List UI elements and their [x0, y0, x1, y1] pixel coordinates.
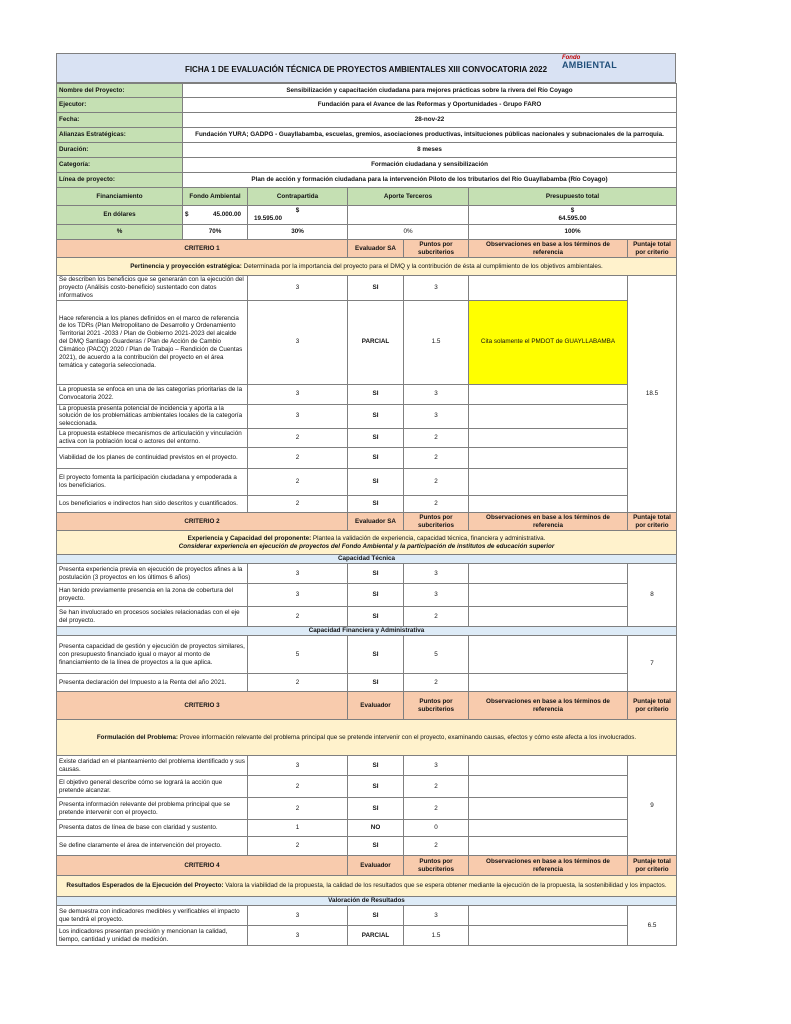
description-bold: Experiencia y Capacidad del proponente:	[187, 534, 312, 542]
fondo-ambiental-logo	[562, 55, 617, 70]
info-row	[57, 173, 677, 188]
financing-header: Presupuesto total	[469, 188, 677, 206]
description-text: Valora la viabilidad de la propuesta, la calidad de los resultados que se espera obtener mediante la ejecución de la propuesta, la sostenibilidad y los impactos.	[223, 882, 667, 890]
criterion-text: Se demuestra con indicadores medibles y verificables el impacto que tendrá el proyecto.	[57, 906, 248, 926]
observations-header: Observaciones en base a los términos de referencia	[469, 240, 628, 258]
observation-cell	[469, 607, 628, 627]
description-bold: Formulación del Problema:	[96, 733, 178, 741]
evaluator-header: Evaluador SA	[348, 240, 404, 258]
pct-contrapartida: 30%	[248, 225, 348, 240]
info-row	[57, 113, 677, 128]
awarded-points: 2	[404, 496, 469, 513]
observation-cell	[469, 404, 628, 429]
evaluator-header: Evaluador	[348, 856, 404, 876]
max-points: 3	[248, 300, 348, 384]
info-row	[57, 84, 677, 98]
description-text: Provee información relevante del problema principal que se pretende intervenir con el proyecto, examinando causas, efectos y cómo este afecta a los involucrados.	[178, 733, 637, 741]
criterion-header-row	[57, 856, 677, 876]
evaluation-result: SI	[348, 276, 404, 301]
max-points: 3	[248, 276, 348, 301]
evaluation-result: SI	[348, 607, 404, 627]
description-text: Plantea la validación de experiencia, capacidad técnica, financiera y administrativa.	[311, 534, 546, 542]
info-label: Alianzas Estratégicas:	[57, 128, 183, 143]
observations-header: Observaciones en base a los términos de referencia	[469, 692, 628, 720]
info-value: Fundación para el Avance de las Reformas y Oportunidades - Grupo FARO	[183, 98, 677, 113]
max-points: 2	[248, 448, 348, 469]
max-points: 3	[248, 384, 348, 404]
max-points: 5	[248, 636, 348, 674]
max-points: 3	[248, 906, 348, 926]
evaluation-result: PARCIAL	[348, 300, 404, 384]
criterion-text: Se define claramente el área de intervención del proyecto.	[57, 837, 248, 856]
criterion-text: Presenta capacidad de gestión y ejecución de proyectos similares, con presupuesto financiado igual o mayor al monto de financiamiento de la línea de proyectos a la que aplica.	[57, 636, 248, 674]
evaluation-sheet	[56, 53, 676, 946]
awarded-points: 3	[404, 384, 469, 404]
criterion-text: Los indicadores presentan precisión y mencionan la calidad, tiempo, cantidad y unidad de medición.	[57, 926, 248, 946]
points-header: Puntos por subcriterios	[404, 856, 469, 876]
awarded-points: 3	[404, 564, 469, 584]
criterion-description	[57, 531, 677, 555]
description-text: Determinada por la importancia del proyecto para el DMQ y la contribución de ésta al cumplimiento de los objetivos ambientales.	[241, 262, 603, 270]
max-points: 3	[248, 404, 348, 429]
subsection-title: Capacidad Financiera y Administrativa	[57, 627, 677, 636]
page-title: FICHA 1 DE EVALUACIÓN TÉCNICA DE PROYECTOS AMBIENTALES XIII CONVOCATORIA 2022	[184, 65, 548, 74]
fondo-amount	[183, 206, 248, 225]
awarded-points: 1.5	[404, 300, 469, 384]
subsection-row	[57, 897, 677, 906]
info-value: 28-nov-22	[183, 113, 677, 128]
awarded-points: 0	[404, 820, 469, 837]
criterion-item-row	[57, 820, 677, 837]
financing-header: Fondo Ambiental	[183, 188, 248, 206]
observations-header: Observaciones en base a los términos de referencia	[469, 856, 628, 876]
financing-header: Financiamiento	[57, 188, 183, 206]
total-score-header: Puntaje total por criterio	[628, 513, 677, 531]
criterion-item-row	[57, 429, 677, 448]
criterion-total-score: 9	[628, 756, 677, 856]
logo-top-text: Fondo	[561, 55, 581, 61]
subsection-row	[57, 627, 677, 636]
criterion-item-row	[57, 607, 677, 627]
observation-cell	[469, 837, 628, 856]
criterion-text: Han tenido previamente presencia en la zona de cobertura del proyecto.	[57, 584, 248, 607]
max-points: 2	[248, 496, 348, 513]
info-label: Duración:	[57, 143, 183, 158]
terceros-amount	[348, 206, 469, 225]
criterion-item-row	[57, 496, 677, 513]
criterion-item-row	[57, 837, 677, 856]
criterion-description-row	[57, 258, 677, 276]
criterion-item-row	[57, 300, 677, 384]
criterion-item-row	[57, 584, 677, 607]
info-label: Fecha:	[57, 113, 183, 128]
criterion-description	[57, 258, 677, 276]
pct-label: %	[57, 225, 183, 240]
awarded-points: 2	[404, 469, 469, 496]
awarded-points: 5	[404, 636, 469, 674]
info-label: Ejecutor:	[57, 98, 183, 113]
criterion-total-score: 8	[628, 564, 677, 627]
evaluation-result: SI	[348, 776, 404, 798]
points-header: Puntos por subcriterios	[404, 692, 469, 720]
subsection-title: Valoración de Resultados	[57, 897, 677, 906]
observation-cell: Cita solamente el PMDOT de GUAYLLABAMBA	[469, 300, 628, 384]
observation-cell	[469, 584, 628, 607]
points-header: Puntos por subcriterios	[404, 240, 469, 258]
evaluation-result: SI	[348, 564, 404, 584]
criterion-item-row	[57, 926, 677, 946]
criterion-text: La propuesta presenta potencial de incidencia y aporta a la solución de los problemáticas ambientales locales de la categoría seleccionada.	[57, 404, 248, 429]
evaluation-result: SI	[348, 496, 404, 513]
awarded-points: 3	[404, 906, 469, 926]
observation-cell	[469, 820, 628, 837]
criterion-item-row	[57, 384, 677, 404]
awarded-points: 2	[404, 837, 469, 856]
pct-fondo: 70%	[183, 225, 248, 240]
currency-symbol: $	[295, 207, 300, 215]
currency-symbol: $	[185, 211, 189, 219]
info-row	[57, 98, 677, 113]
observation-cell	[469, 798, 628, 820]
info-label: Línea de proyecto:	[57, 173, 183, 188]
criterion-item-row	[57, 756, 677, 776]
criterion-item-row	[57, 798, 677, 820]
evaluator-header: Evaluador SA	[348, 513, 404, 531]
info-value: 8 meses	[183, 143, 677, 158]
total-score-header: Puntaje total por criterio	[628, 692, 677, 720]
title-bar	[56, 53, 676, 83]
info-value: Plan de acción y formación ciudadana para la intervención Piloto de los tributarios del Río Guayllabamba (Río Coyago)	[183, 173, 677, 188]
criterion-total-score: 18.5	[628, 276, 677, 513]
financing-header-row	[57, 188, 677, 206]
criterion-text: Presenta experiencia previa en ejecución de proyectos afines a la postulación (3 proyectos en los últimos 6 años)	[57, 564, 248, 584]
max-points: 2	[248, 798, 348, 820]
criterion-text: Presenta datos de línea de base con claridad y sustento.	[57, 820, 248, 837]
criterion-title: CRITERIO 1	[57, 240, 348, 258]
observations-header: Observaciones en base a los términos de referencia	[469, 513, 628, 531]
criterion-item-row	[57, 674, 677, 692]
criterion-header-row	[57, 513, 677, 531]
logo-bottom-text: AMBIENTAL	[561, 60, 617, 70]
info-value: Formación ciudadana y sensibilización	[183, 158, 677, 173]
financing-header: Contrapartida	[248, 188, 348, 206]
awarded-points: 3	[404, 276, 469, 301]
evaluation-result: SI	[348, 584, 404, 607]
subsection-row	[57, 555, 677, 564]
awarded-points: 3	[404, 756, 469, 776]
criterion-header-row	[57, 692, 677, 720]
pct-terceros: 0%	[348, 225, 469, 240]
criterion-text: Presenta información relevante del problema principal que se pretende intervenir con el proyecto.	[57, 798, 248, 820]
evaluation-result: SI	[348, 837, 404, 856]
observation-cell	[469, 636, 628, 674]
total-score-header: Puntaje total por criterio	[628, 240, 677, 258]
criterion-item-row	[57, 906, 677, 926]
criterion-description	[57, 720, 677, 756]
observation-cell	[469, 776, 628, 798]
awarded-points: 2	[404, 674, 469, 692]
criterion-item-row	[57, 276, 677, 301]
info-value: Sensibilización y capacitación ciudadana para mejores prácticas sobre la rivera del Río Coyago	[183, 84, 677, 98]
evaluation-result: NO	[348, 820, 404, 837]
max-points: 1	[248, 820, 348, 837]
points-header: Puntos por subcriterios	[404, 513, 469, 531]
criterion-text: La propuesta establece mecanismos de articulación y vinculación activa con la población local o actores del entorno.	[57, 429, 248, 448]
criterion-text: La propuesta se enfoca en una de las categorías prioritarias de la Convocatoria 2022.	[57, 384, 248, 404]
criterion-description	[57, 876, 677, 897]
max-points: 2	[248, 674, 348, 692]
currency-symbol: $	[570, 207, 575, 215]
observation-cell	[469, 429, 628, 448]
criterion-item-row	[57, 469, 677, 496]
observation-cell	[469, 564, 628, 584]
evaluation-result: SI	[348, 906, 404, 926]
criterion-title: CRITERIO 4	[57, 856, 348, 876]
total-amount	[469, 206, 677, 225]
observation-cell	[469, 448, 628, 469]
evaluation-result: SI	[348, 384, 404, 404]
criterion-text: Existe claridad en el planteamiento del problema identificado y sus causas.	[57, 756, 248, 776]
criterion-description-row	[57, 531, 677, 555]
criterion-title: CRITERIO 3	[57, 692, 348, 720]
criterion-item-row	[57, 404, 677, 429]
max-points: 3	[248, 584, 348, 607]
evaluation-result: SI	[348, 404, 404, 429]
info-row	[57, 128, 677, 143]
financing-pct-row	[57, 225, 677, 240]
observation-cell	[469, 756, 628, 776]
financing-header: Aporte Terceros	[348, 188, 469, 206]
criterion-description-row	[57, 720, 677, 756]
criterion-item-row	[57, 564, 677, 584]
criterion-text: Los beneficiarios e indirectos han sido descritos y cuantificados.	[57, 496, 248, 513]
pct-total: 100%	[469, 225, 677, 240]
observation-cell	[469, 384, 628, 404]
info-row	[57, 158, 677, 173]
criterion-text: El objetivo general describe cómo se logrará la acción que pretende alcanzar.	[57, 776, 248, 798]
max-points: 2	[248, 776, 348, 798]
contrapartida-value: 19.595.00	[254, 215, 283, 222]
financing-usd-row	[57, 206, 677, 225]
evaluation-result: SI	[348, 448, 404, 469]
awarded-points: 3	[404, 404, 469, 429]
criterion-item-row	[57, 636, 677, 674]
criterion-text: Hace referencia a los planes definidos en el marco de referencia de los TDRs (Plan Metropolitano de Desarrollo y Ordenamiento Territorial 2021 -2033 / Plan de Gobierno 2021-2023 del alcalde del DMQ Santiago Guarderas / Plan de Acción de Cambio Climático (PACQ) 2020 / Plan de Trabajo – Rendición de Cuentas 2021), de acuerdo a la contribución del proyecto en el área temática y categoría seleccionada.	[57, 300, 248, 384]
evaluation-result: SI	[348, 469, 404, 496]
awarded-points: 2	[404, 448, 469, 469]
observation-cell	[469, 906, 628, 926]
description-note: Considerar experiencia en ejecución de proyectos del Fondo Ambiental y la participación de institutos de educación superior	[178, 542, 555, 550]
evaluation-result: SI	[348, 636, 404, 674]
criterion-total-score: 6.5	[628, 906, 677, 946]
criterion-description-row	[57, 876, 677, 897]
observation-cell	[469, 469, 628, 496]
observation-cell	[469, 674, 628, 692]
awarded-points: 2	[404, 607, 469, 627]
max-points: 3	[248, 564, 348, 584]
max-points: 2	[248, 429, 348, 448]
max-points: 2	[248, 469, 348, 496]
awarded-points: 2	[404, 776, 469, 798]
awarded-points: 3	[404, 584, 469, 607]
info-label: Nombre del Proyecto:	[57, 84, 183, 98]
evaluator-header: Evaluador	[348, 692, 404, 720]
total-value: 64.595.00	[558, 215, 587, 222]
awarded-points: 1.5	[404, 926, 469, 946]
awarded-points: 2	[404, 798, 469, 820]
info-label: Categoría:	[57, 158, 183, 173]
total-score-header: Puntaje total por criterio	[628, 856, 677, 876]
criterion-title: CRITERIO 2	[57, 513, 348, 531]
evaluation-result: SI	[348, 798, 404, 820]
evaluation-table	[56, 83, 677, 946]
max-points: 2	[248, 607, 348, 627]
info-value: Fundación YURA; GADPG - Guayllabamba, escuelas, gremios, asociaciones productivas, intsituciones públicas nacionales y subnacionales de la parroquia.	[183, 128, 677, 143]
criterion-item-row	[57, 448, 677, 469]
criterion-item-row	[57, 776, 677, 798]
criterion-text: Se describen los beneficios que se generarán con la ejecución del proyecto (Análisis costo-beneficio) sustentado con datos informativos	[57, 276, 248, 301]
max-points: 3	[248, 926, 348, 946]
max-points: 2	[248, 837, 348, 856]
criterion-total-score: 7	[628, 636, 677, 692]
description-bold: Resultados Esperados de la Ejecución del Proyecto:	[66, 882, 224, 890]
criterion-header-row	[57, 240, 677, 258]
evaluation-result: SI	[348, 756, 404, 776]
subsection-title: Capacidad Técnica	[57, 555, 677, 564]
observation-cell	[469, 926, 628, 946]
evaluation-result: SI	[348, 429, 404, 448]
criterion-text: Viabilidad de los planes de continuidad previstos en el proyecto.	[57, 448, 248, 469]
awarded-points: 2	[404, 429, 469, 448]
evaluation-result: SI	[348, 674, 404, 692]
contrapartida-amount	[248, 206, 348, 225]
info-row	[57, 143, 677, 158]
evaluation-result: PARCIAL	[348, 926, 404, 946]
criterion-text: El proyecto fomenta la participación ciudadana y empoderada a los beneficiarios.	[57, 469, 248, 496]
criterion-text: Se han involucrado en procesos sociales relacionadas con el eje del proyecto.	[57, 607, 248, 627]
max-points: 3	[248, 756, 348, 776]
observation-cell	[469, 496, 628, 513]
criterion-text: Presenta declaración del Impuesto a la Renta del año 2021.	[57, 674, 248, 692]
fondo-value: 45.000.00	[212, 211, 241, 219]
usd-label: En dólares	[57, 206, 183, 225]
description-bold: Pertinencia y proyección estratégica:	[130, 262, 242, 270]
observation-cell	[469, 276, 628, 301]
